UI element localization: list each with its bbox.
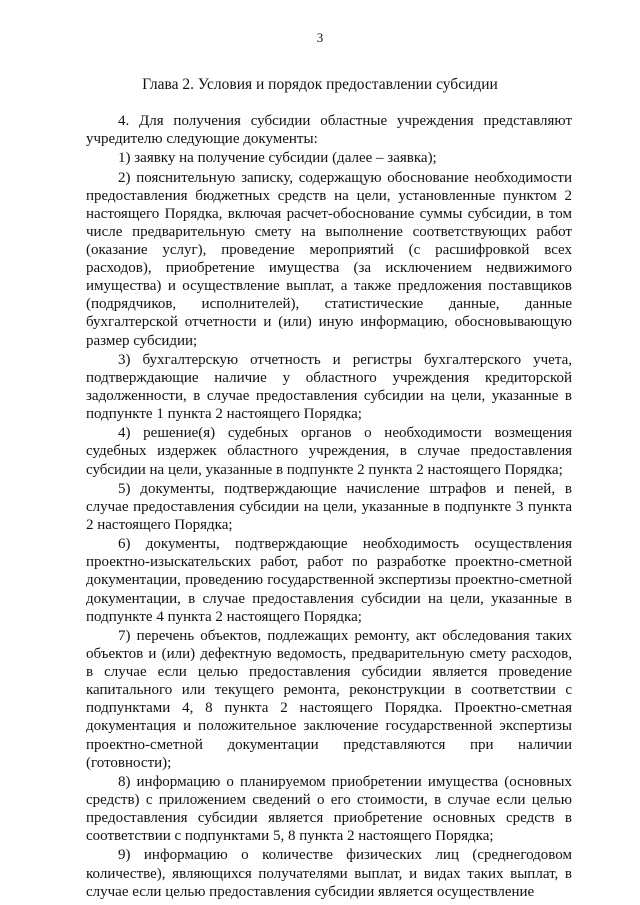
paragraph-subitem-1: 1) заявку на получение субсидии (далее – заявка); <box>118 150 437 167</box>
paragraph-item-4-intro: 4. Для получения субсидии областные учреждения представляют учредителю следующие документы: <box>86 113 572 148</box>
paragraph-subitem-2: 2) пояснительную записку, содержащую обоснование необходимости предоставления бюджетных средств на цели, установленные пунктом 2 настоящего Порядка, включая расчет-обоснование суммы субсидии, в том числе предварительную смету на выполнение соответствующих работ (оказание услуг), проведение мероприятий (с расшифровкой всех расходов), приобретение имущества (за исключением недвижимого имущества) и осуществление выплат, а также предложения поставщиков (подрядчиков, исполнителей), статистические данные, данные бухгалтерской отчетности и (или) иную информацию, обосновывающую размер субсидии; <box>86 169 572 349</box>
page-number: 3 <box>316 30 324 45</box>
paragraph-subitem-4: 4) решение(я) судебных органов о необходимости возмещения судебных издержек областного учреждения, в случае предоставления субсидии на цели, указанные в подпункте 2 пункта 2 настоящего Порядка; <box>86 425 572 478</box>
paragraph-subitem-3: 3) бухгалтерскую отчетность и регистры бухгалтерского учета, подтверждающие наличие у областного учреждения кредиторской задолженности, в случае предоставления субсидии на цели, указанные в подпункте 1 пункта 2 настоящего Порядка; <box>86 351 572 423</box>
paragraph-subitem-7: 7) перечень объектов, подлежащих ремонту, акт обследования таких объектов и (или) дефектную ведомость, предварительную смету расходов, в случае если целью предоставления субсидии является проведение капитального или текущего ремонта, реконструкции в соответствии с подпунктами 4, 8 пункта 2 настоящего Порядка. Проектно-сметная документация и положительное заключение государственной экспертизы проектно-сметной документации представляются при наличии (готовности); <box>86 627 572 771</box>
paragraph-subitem-5: 5) документы, подтверждающие начисление штрафов и пеней, в случае предоставления субсидии на цели, указанные в подпункте 3 пункта 2 настоящего Порядка; <box>86 480 572 533</box>
paragraph-subitem-9: 9) информацию о количестве физических лиц (среднегодовом количестве), являющихся получателями выплат, и видах таких выплат, в случае если целью предоставления субсидии является осуществление <box>86 847 572 900</box>
chapter-title: Глава 2. Условия и порядок предоставлении субсидии <box>142 76 498 93</box>
paragraph-subitem-6: 6) документы, подтверждающие необходимость осуществления проектно-изыскательских работ, работ по разработке проектно-сметной документации, проведению государственной экспертизы проектно-сметной документации, в случае предоставления субсидии на цели, указанные в подпункте 4 пункта 2 настоящего Порядка; <box>86 536 572 625</box>
paragraph-subitem-8: 8) информацию о планируемом приобретении имущества (основных средств) с приложением сведений о его стоимости, в случае если целью предоставления субсидии является приобретение основных средств в соответствии с подпунктами 5, 8 пункта 2 настоящего Порядка; <box>86 773 572 845</box>
document-body <box>86 112 572 901</box>
